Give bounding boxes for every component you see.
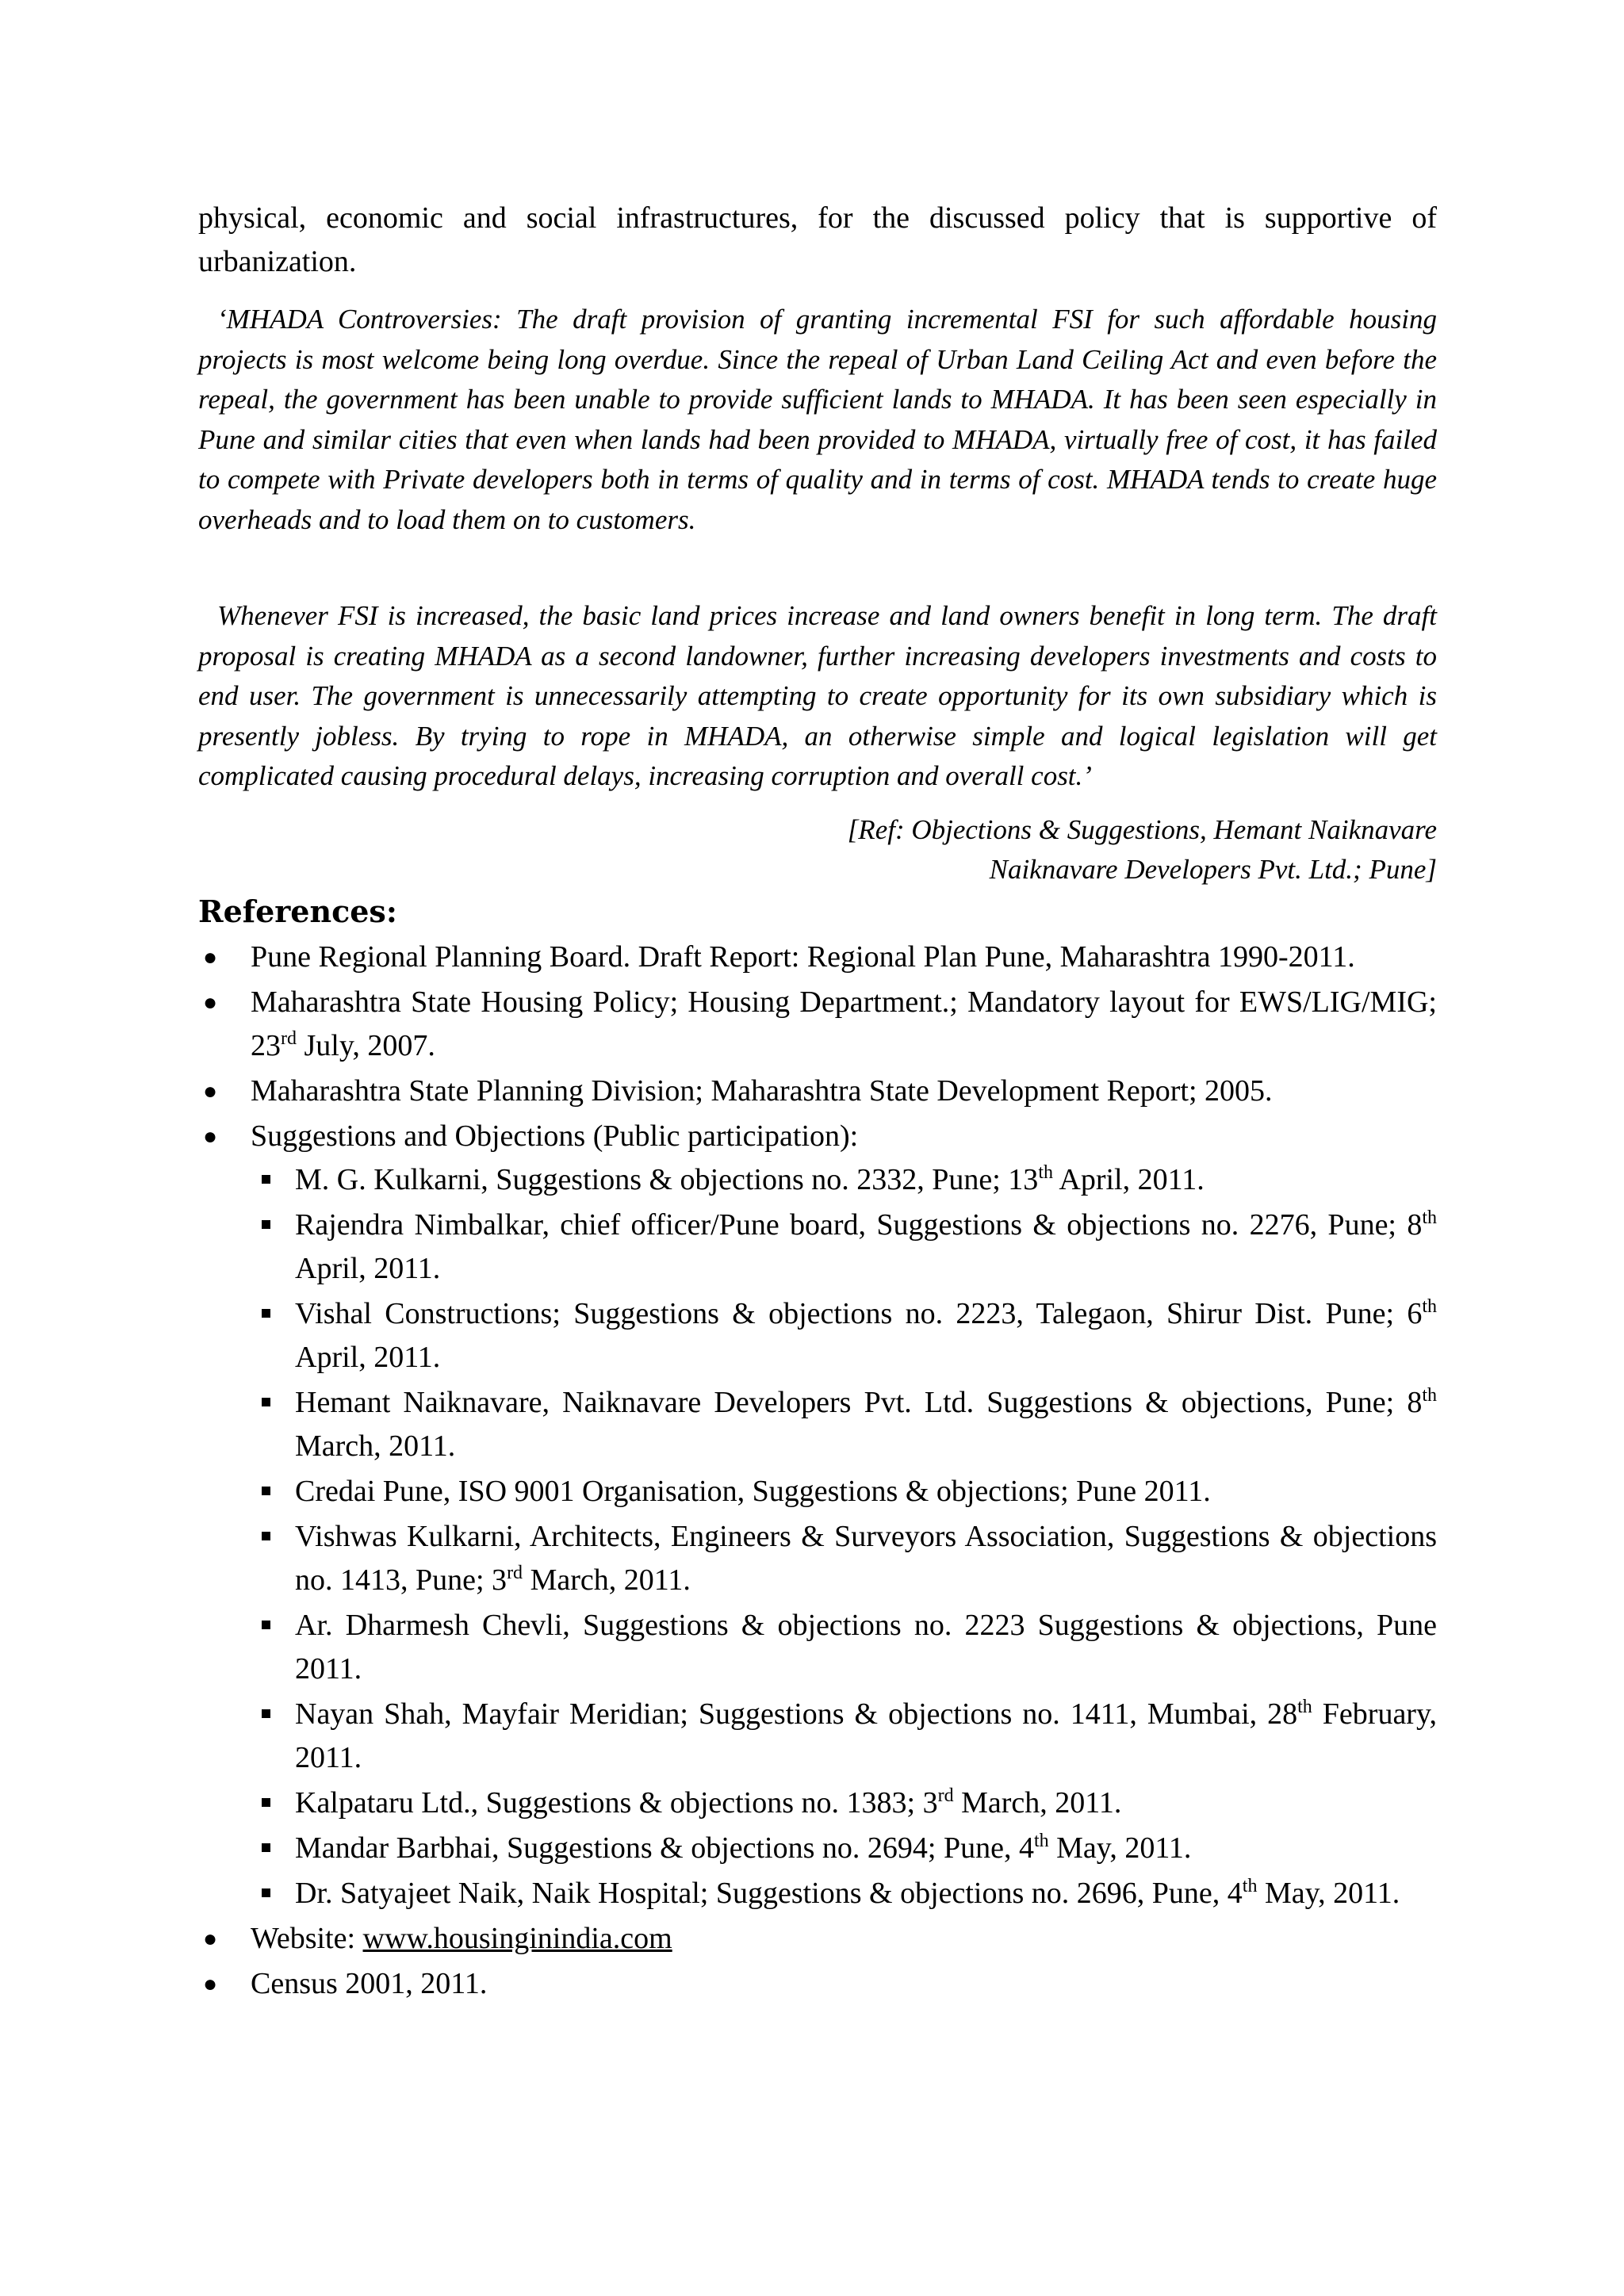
- sub-reference-text: Ar. Dharmesh Chevli, Suggestions & objections no. 2223 Suggestions & objections, Pune 2011.: [295, 1609, 1437, 1686]
- reference-text: Suggestions and Objections (Public participation):: [251, 1119, 859, 1153]
- ordinal-suffix: th: [1033, 1831, 1049, 1851]
- bullet-icon: ●: [203, 1078, 218, 1104]
- bullet-icon: ●: [203, 944, 218, 970]
- sub-reference-text: May, 2011.: [1048, 1831, 1192, 1865]
- square-bullet-icon: [262, 1175, 270, 1184]
- bullet-icon: ●: [203, 1971, 218, 1997]
- sub-reference-text: Vishal Constructions; Suggestions & objections no. 2223, Talegaon, Shirur Dist. Pune; 6: [295, 1297, 1423, 1330]
- references-list: [198, 936, 1437, 2007]
- square-bullet-icon: [262, 1621, 270, 1629]
- sub-reference-item: [251, 1470, 1437, 1513]
- square-bullet-icon: [262, 1309, 270, 1318]
- sub-reference-text: March, 2011.: [295, 1429, 456, 1463]
- bullet-icon: ●: [203, 1123, 218, 1150]
- reference-text: Maharashtra State Planning Division; Maharashtra State Development Report; 2005.: [251, 1074, 1273, 1108]
- quote-reference-line-2: Naiknavare Developers Pvt. Ltd.; Pune]: [989, 854, 1437, 885]
- ordinal-suffix: th: [1242, 1876, 1258, 1896]
- square-bullet-icon: [262, 1220, 270, 1229]
- sub-reference-text: Kalpataru Ltd., Suggestions & objections no. 1383; 3: [295, 1786, 938, 1820]
- reference-text: Maharashtra State Housing Policy; Housing Department.; Mandatory layout for EWS/LIG/MIG; 23: [251, 985, 1437, 1062]
- sub-reference-item: [251, 1604, 1437, 1691]
- reference-item: [198, 1070, 1437, 1113]
- sub-reference-item: [251, 1693, 1437, 1780]
- ordinal-suffix: th: [1297, 1697, 1312, 1717]
- sub-reference-text: Nayan Shah, Mayfair Meridian; Suggestions & objections no. 1411, Mumbai, 28: [295, 1697, 1298, 1731]
- sub-reference-text: April, 2011.: [295, 1341, 441, 1374]
- reference-text: Pune Regional Planning Board. Draft Report: Regional Plan Pune, Maharashtra 1990-2011.: [251, 940, 1355, 974]
- bullet-icon: ●: [203, 1926, 218, 1952]
- intro-paragraph: physical, economic and social infrastructures, for the discussed policy that is supportive of urbanization.: [198, 201, 1437, 278]
- sub-reference-item: [251, 1158, 1437, 1202]
- sub-reference-item: [251, 1381, 1437, 1468]
- ordinal-suffix: rd: [937, 1785, 954, 1806]
- quote-paragraph-2: Whenever FSI is increased, the basic land prices increase and land owners benefit in long term. The draft proposal is creating MHADA as a second landowner, further increasing developers investments and costs to end user. The government is unnecessarily attempting to create opportunity for its own subsidiary which is presently jobless. By trying to rope in MHADA, an otherwise simple and logical legislation will get complicated causing procedural delays, increasing corruption and overall cost.’: [198, 600, 1437, 791]
- bullet-icon: ●: [203, 989, 218, 1016]
- ordinal-suffix: th: [1422, 1207, 1437, 1228]
- reference-text: Census 2001, 2011.: [251, 1967, 488, 2000]
- quote-reference-line-1: [Ref: Objections & Suggestions, Hemant Naiknavare: [847, 814, 1437, 845]
- reference-item: [198, 981, 1437, 1068]
- ordinal-suffix: th: [1422, 1296, 1437, 1317]
- sub-reference-text: Rajendra Nimbalkar, chief officer/Pune board, Suggestions & objections no. 2276, Pune; 8: [295, 1208, 1423, 1242]
- reference-text: July, 2007.: [297, 1029, 435, 1062]
- sub-reference-text: Dr. Satyajeet Naik, Naik Hospital; Suggestions & objections no. 2696, Pune, 4: [295, 1877, 1243, 1910]
- sub-reference-text: Credai Pune, ISO 9001 Organisation, Suggestions & objections; Pune 2011.: [295, 1475, 1211, 1508]
- sub-reference-text: Mandar Barbhai, Suggestions & objections no. 2694; Pune, 4: [295, 1831, 1034, 1865]
- sub-reference-item: [251, 1292, 1437, 1380]
- sub-reference-text: February, 2011.: [295, 1697, 1437, 1774]
- sub-references-list: [251, 1158, 1437, 1915]
- sub-reference-text: March, 2011.: [953, 1786, 1122, 1820]
- ordinal-suffix: th: [1422, 1385, 1437, 1406]
- ordinal-suffix: rd: [281, 1028, 297, 1049]
- sub-reference-text: March, 2011.: [523, 1563, 691, 1597]
- ordinal-suffix: rd: [507, 1563, 523, 1583]
- website-link[interactable]: www.housinginindia.com: [362, 1922, 672, 1955]
- sub-reference-text: May, 2011.: [1257, 1877, 1400, 1910]
- sub-reference-item: [251, 1781, 1437, 1825]
- quote-paragraph-1: ‘MHADA Controversies: The draft provision of granting incremental FSI for such affordable housing projects is most welcome being long overdue. Since the repeal of Urban Land Ceiling Act and even before the repeal, the government has been unable to provide sufficient lands to MHADA. It has been seen especially in Pune and similar cities that even when lands had been provided to MHADA, virtually free of cost, it has failed to compete with Private developers both in terms of quality and in terms of cost. MHADA tends to create huge overheads and to load them on to customers.: [198, 304, 1437, 535]
- sub-reference-item: [251, 1515, 1437, 1602]
- reference-item: [198, 1962, 1437, 2006]
- sub-reference-text: April, 2011.: [295, 1252, 441, 1285]
- square-bullet-icon: [262, 1398, 270, 1406]
- reference-item: [198, 1917, 1437, 1961]
- reference-item: [198, 1115, 1437, 1915]
- sub-reference-item: [251, 1872, 1437, 1915]
- square-bullet-icon: [262, 1709, 270, 1718]
- square-bullet-icon: [262, 1888, 270, 1897]
- sub-reference-item: [251, 1827, 1437, 1870]
- sub-reference-text: M. G. Kulkarni, Suggestions & objections no. 2332, Pune; 13: [295, 1163, 1039, 1196]
- square-bullet-icon: [262, 1532, 270, 1540]
- ordinal-suffix: th: [1038, 1162, 1053, 1183]
- sub-reference-text: Hemant Naiknavare, Naiknavare Developers Pvt. Ltd. Suggestions & objections, Pune; 8: [295, 1386, 1423, 1419]
- website-label: Website:: [251, 1922, 363, 1955]
- square-bullet-icon: [262, 1487, 270, 1495]
- sub-reference-text: April, 2011.: [1052, 1163, 1205, 1196]
- square-bullet-icon: [262, 1843, 270, 1852]
- references-heading: References:: [198, 894, 397, 929]
- reference-item: [198, 936, 1437, 979]
- sub-reference-item: [251, 1203, 1437, 1291]
- sub-reference-text: Vishwas Kulkarni, Architects, Engineers & Surveyors Association, Suggestions & objections no. 1413, Pune; 3: [295, 1520, 1437, 1597]
- square-bullet-icon: [262, 1798, 270, 1807]
